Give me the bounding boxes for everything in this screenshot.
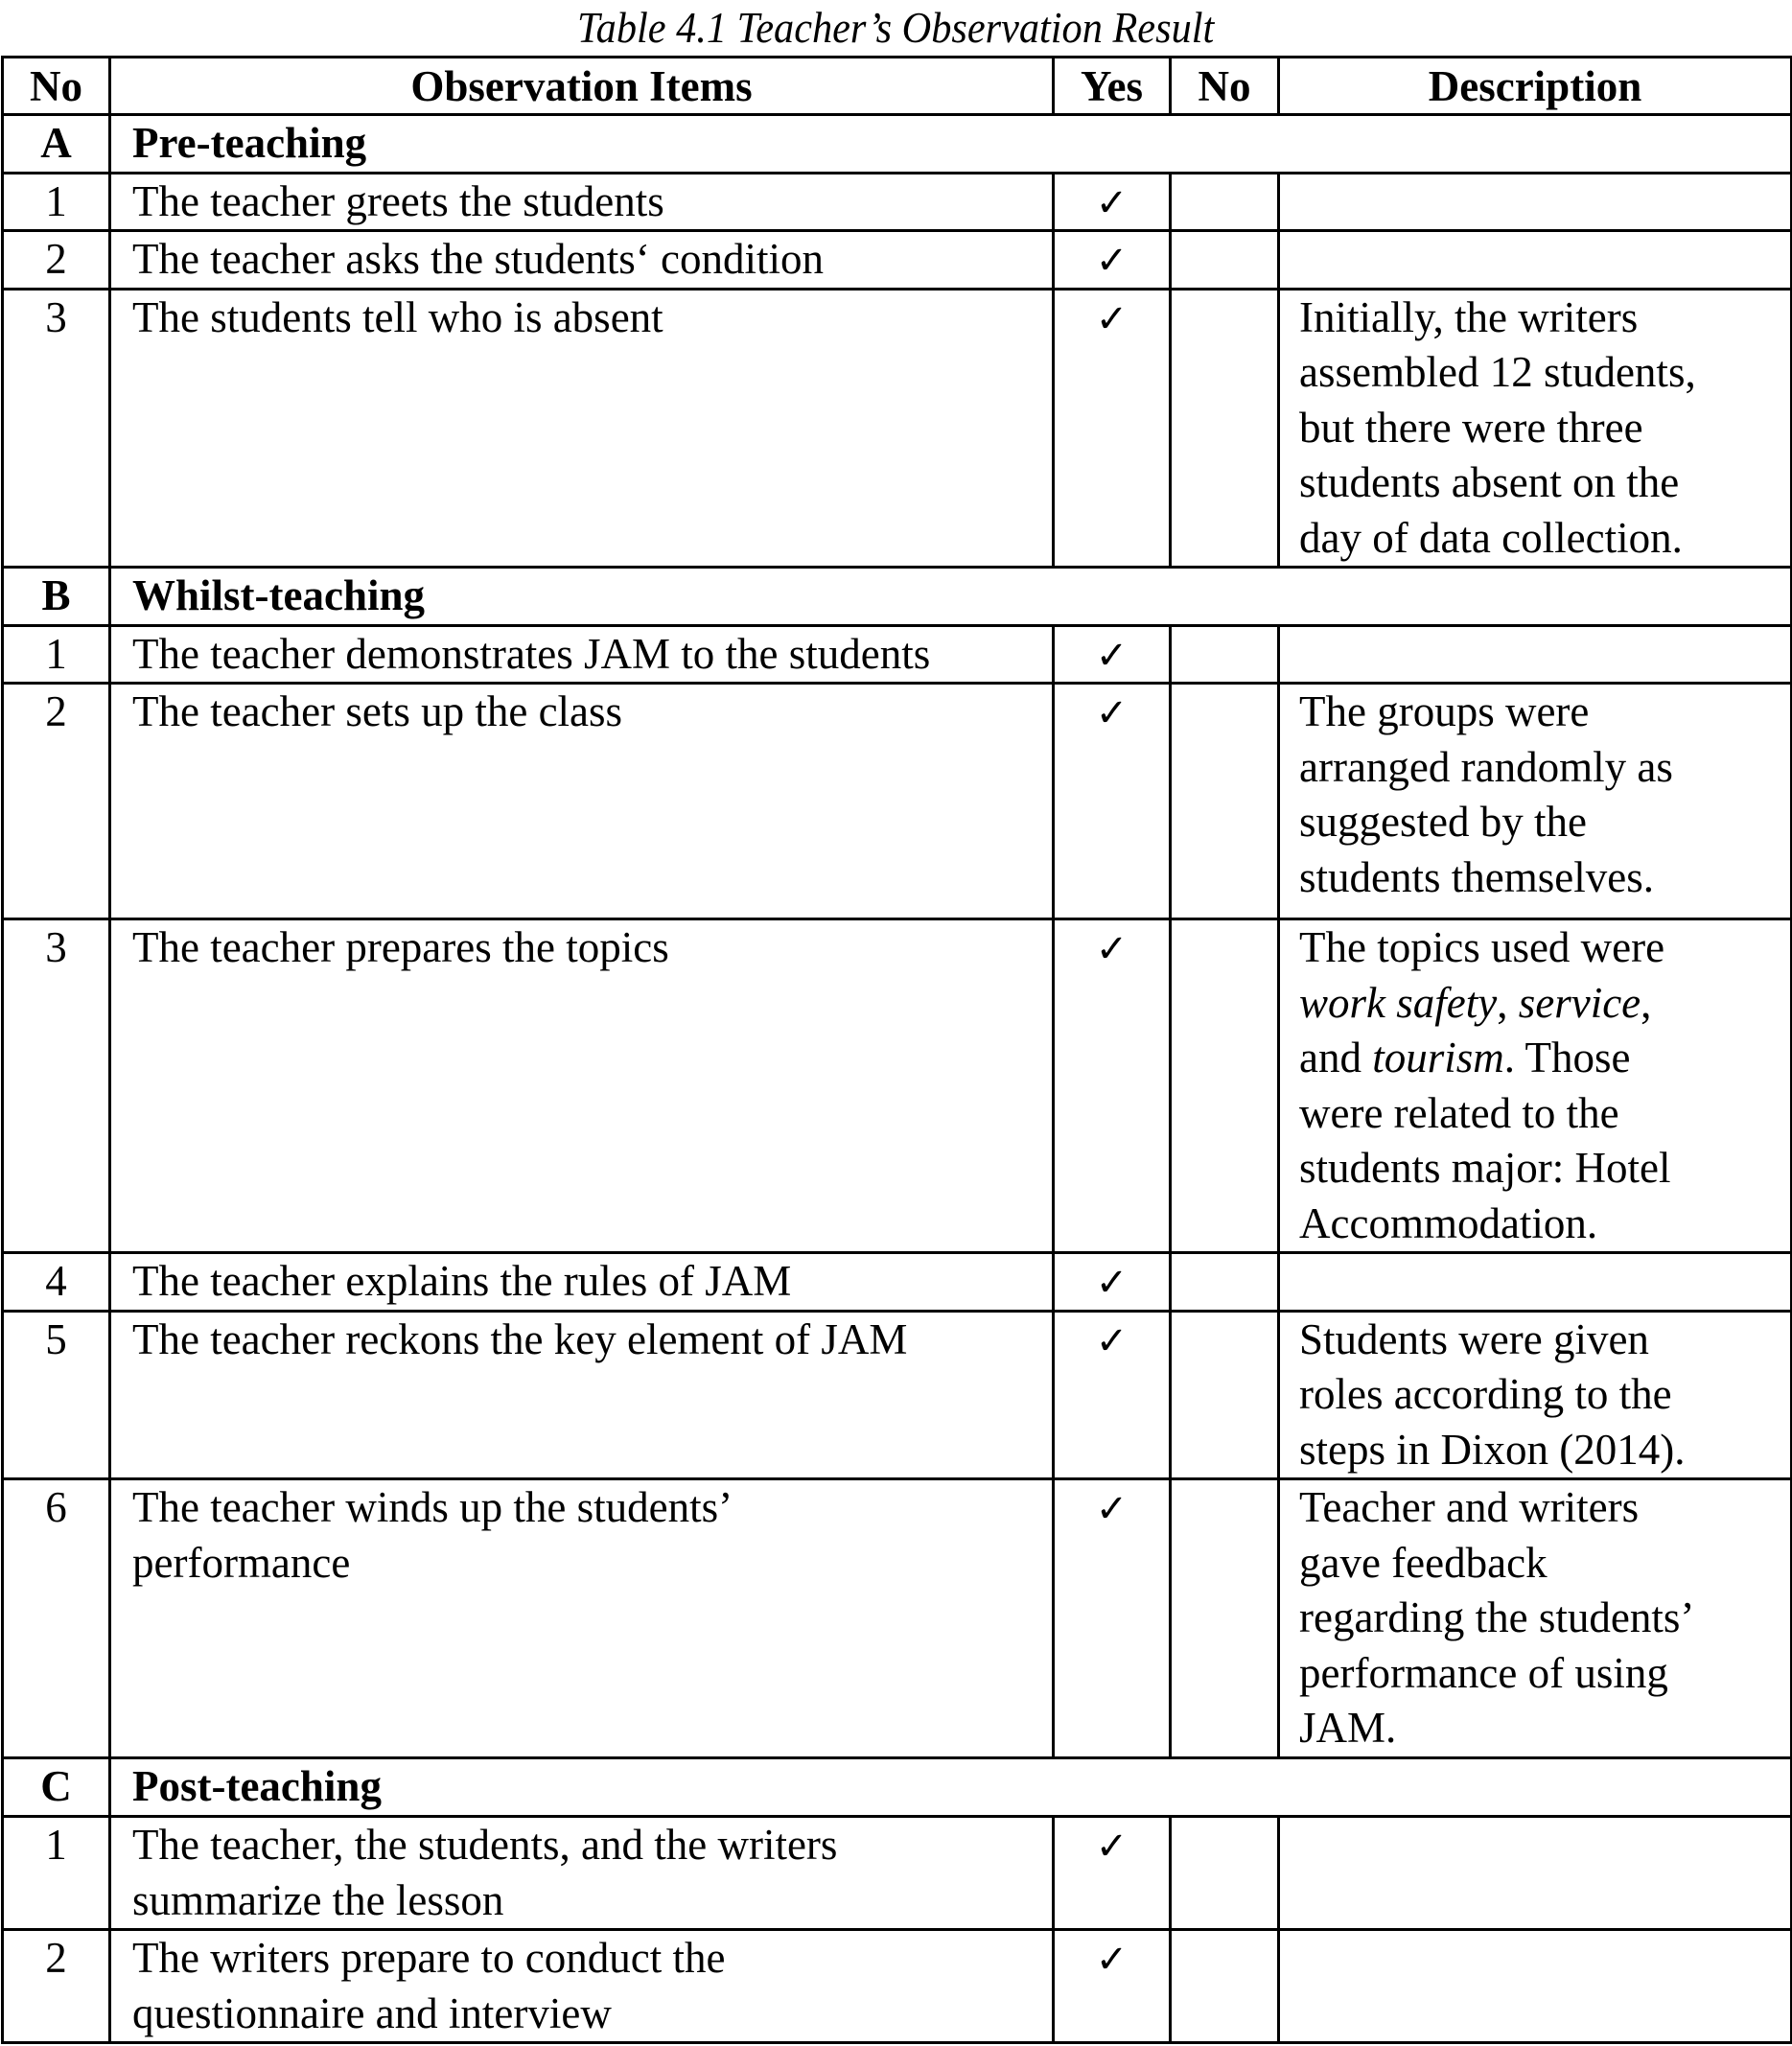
description-line: students absent on the: [1299, 458, 1680, 506]
description-line: Students were given: [1299, 1314, 1649, 1363]
observation-item-line: The teacher prepares the topics: [132, 923, 669, 971]
no-cell: [1171, 289, 1279, 568]
yes-cell: [1054, 231, 1171, 290]
yes-cell: [1054, 1930, 1171, 2043]
checkmark-icon: ✓: [1095, 296, 1129, 341]
description-cell: [1279, 1930, 1792, 2043]
table-row: [3, 289, 1792, 568]
no-cell: [1171, 625, 1279, 684]
yes-cell: [1054, 289, 1171, 568]
no-cell: [1171, 1817, 1279, 1930]
observation-item: [110, 919, 1054, 1253]
observation-item-line: The students tell who is absent: [132, 292, 663, 341]
yes-cell: [1054, 173, 1171, 231]
checkmark-icon: ✓: [1095, 1487, 1129, 1531]
observation-table: [1, 56, 1792, 2044]
italic-term: work safety: [1299, 978, 1498, 1027]
observation-item: [110, 231, 1054, 290]
observation-item-line: summarize the lesson: [132, 1875, 504, 1924]
description-line: and tourism. Those: [1299, 1034, 1631, 1081]
row-number: 3: [3, 289, 110, 568]
table-row: [3, 1479, 1792, 1758]
description-cell: [1279, 684, 1792, 919]
section-title: Whilst-teaching: [110, 568, 1792, 626]
row-number: 2: [3, 231, 110, 290]
description-line: suggested by the: [1299, 798, 1587, 846]
column-header-description: Description: [1279, 58, 1792, 115]
observation-item-line: The teacher greets the students: [132, 176, 664, 225]
checkmark-icon: ✓: [1095, 180, 1129, 225]
row-number: 1: [3, 625, 110, 684]
no-cell: [1171, 919, 1279, 1253]
observation-item-line: The writers prepare to conduct the: [132, 1934, 726, 1982]
yes-cell: [1054, 625, 1171, 684]
description-line: regarding the students’: [1299, 1593, 1695, 1641]
no-cell: [1171, 1311, 1279, 1479]
row-number: 6: [3, 1479, 110, 1758]
no-cell: [1171, 1930, 1279, 2043]
description-line: Teacher and writers: [1299, 1483, 1640, 1531]
description-line: work safety, service,: [1299, 978, 1652, 1027]
yes-cell: [1054, 1253, 1171, 1312]
yes-cell: [1054, 919, 1171, 1253]
table-row: [3, 173, 1792, 231]
section-title: Post-teaching: [110, 1758, 1792, 1817]
row-number: 1: [3, 1817, 110, 1930]
section-id: B: [3, 568, 110, 626]
row-number: 2: [3, 684, 110, 919]
observation-item: [110, 1930, 1054, 2043]
observation-item: [110, 625, 1054, 684]
section-row-a: [3, 115, 1792, 174]
table-row: [3, 1817, 1792, 1930]
row-number: 5: [3, 1311, 110, 1479]
yes-cell: [1054, 684, 1171, 919]
checkmark-icon: ✓: [1095, 1261, 1129, 1305]
description-line: performance of using: [1299, 1648, 1668, 1697]
description-line: assembled 12 students,: [1299, 348, 1696, 396]
table-row: [3, 1930, 1792, 2043]
section-id: C: [3, 1758, 110, 1817]
observation-item-line: The teacher, the students, and the writers: [132, 1821, 838, 1869]
description-cell: [1279, 173, 1792, 231]
description-cell: [1279, 919, 1792, 1253]
section-row-b: [3, 568, 1792, 626]
column-header-yes: Yes: [1054, 58, 1171, 115]
section-title: Pre-teaching: [110, 115, 1792, 174]
description-cell: [1279, 1253, 1792, 1312]
observation-item: [110, 173, 1054, 231]
observation-item: [110, 1253, 1054, 1312]
italic-term: tourism: [1372, 1034, 1504, 1081]
checkmark-icon: ✓: [1095, 1318, 1129, 1363]
table-caption: Table 4.1 Teacher’s Observation Result: [577, 3, 1215, 52]
description-cell: [1279, 289, 1792, 568]
description-line: were related to the: [1299, 1088, 1619, 1137]
description-line: but there were three: [1299, 403, 1643, 452]
no-cell: [1171, 1479, 1279, 1758]
checkmark-icon: ✓: [1095, 1938, 1129, 1982]
description-cell: [1279, 1311, 1792, 1479]
description-line: arranged randomly as: [1299, 742, 1673, 791]
description-line: JAM.: [1299, 1704, 1397, 1752]
observation-item: [110, 684, 1054, 919]
row-number: 3: [3, 919, 110, 1253]
italic-term: service: [1518, 978, 1641, 1027]
checkmark-icon: ✓: [1095, 691, 1129, 735]
section-row-c: [3, 1758, 1792, 1817]
description-line: roles according to the: [1299, 1370, 1672, 1418]
observation-item-line: questionnaire and interview: [132, 1988, 612, 2037]
observation-item-line: The teacher winds up the students’: [132, 1483, 733, 1531]
description-line: day of data collection.: [1299, 513, 1683, 562]
no-cell: [1171, 1253, 1279, 1312]
observation-item: [110, 1311, 1054, 1479]
column-header-no: No: [3, 58, 110, 115]
checkmark-icon: ✓: [1095, 239, 1129, 283]
description-cell: [1279, 1817, 1792, 1930]
description-cell: [1279, 1479, 1792, 1758]
observation-item-line: The teacher reckons the key element of JAM: [132, 1314, 908, 1363]
checkmark-icon: ✓: [1095, 927, 1129, 971]
no-cell: [1171, 684, 1279, 919]
checkmark-icon: ✓: [1095, 633, 1129, 678]
description-line: Initially, the writers: [1299, 292, 1639, 341]
table-row: [3, 231, 1792, 290]
header-row: [3, 58, 1792, 115]
row-number: 1: [3, 173, 110, 231]
observation-item-line: performance: [132, 1538, 351, 1587]
yes-cell: [1054, 1479, 1171, 1758]
table-row: [3, 625, 1792, 684]
yes-cell: [1054, 1817, 1171, 1930]
description-line: The groups were: [1299, 687, 1590, 735]
description-line: students themselves.: [1299, 852, 1654, 901]
yes-cell: [1054, 1311, 1171, 1479]
section-id: A: [3, 115, 110, 174]
no-cell: [1171, 173, 1279, 231]
no-cell: [1171, 231, 1279, 290]
column-header-observation-items: Observation Items: [110, 58, 1054, 115]
row-number: 2: [3, 1930, 110, 2043]
description-line: gave feedback: [1299, 1538, 1548, 1587]
table-row: [3, 684, 1792, 919]
table-row: [3, 1253, 1792, 1312]
observation-item-line: The teacher sets up the class: [132, 687, 623, 735]
observation-item-line: The teacher asks the students‘ condition: [132, 235, 825, 283]
checkmark-icon: ✓: [1095, 1825, 1129, 1869]
observation-item-line: The teacher explains the rules of JAM: [132, 1257, 792, 1305]
table-row: [3, 1311, 1792, 1479]
description-line: students major: Hotel: [1299, 1144, 1671, 1192]
observation-item: [110, 1479, 1054, 1758]
description-line: Accommodation.: [1299, 1198, 1598, 1247]
row-number: 4: [3, 1253, 110, 1312]
observation-item-line: The teacher demonstrates JAM to the students: [132, 629, 931, 678]
observation-item: [110, 1817, 1054, 1930]
column-header-no-answer: No: [1171, 58, 1279, 115]
description-line: The topics used were: [1299, 923, 1665, 971]
description-cell: [1279, 231, 1792, 290]
description-cell: [1279, 625, 1792, 684]
observation-item: [110, 289, 1054, 568]
description-line: steps in Dixon (2014).: [1299, 1425, 1686, 1474]
table-body: [3, 115, 1792, 2043]
table-row: [3, 919, 1792, 1253]
